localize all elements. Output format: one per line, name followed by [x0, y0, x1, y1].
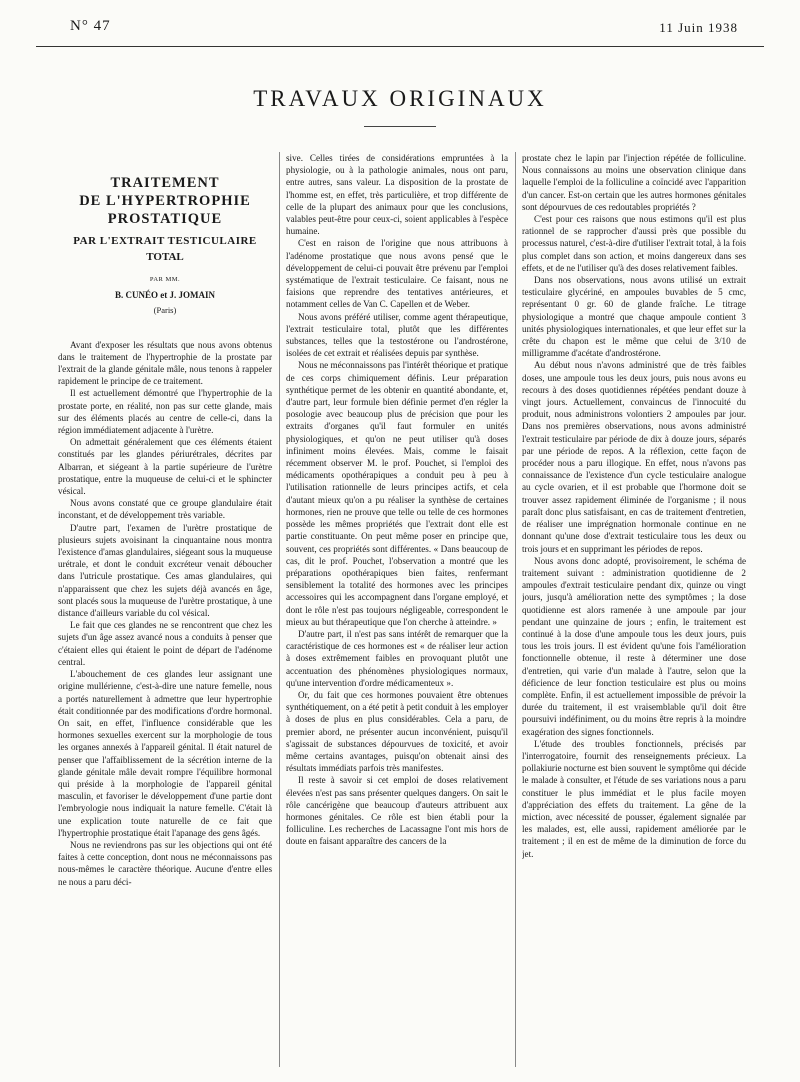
- authors-prefix: PAR MM.: [149, 276, 181, 283]
- paragraph: D'autre part, l'examen de l'urètre prostatique de plusieurs sujets avoisinant la cinquantaine nous montra l'existence d'amas glandulaires, siégeant sous la muqueuse urétrale, et dont le conduit excréteur venait déboucher dans l'utricule prostatique. Ces amas glandulaires, qui n'apparaissent que chez les sujets déjà avancés en âge, sont placés sous la muqueuse de l'urètre prostatique, à une distance d'ailleurs variable du col vésical.: [58, 522, 272, 619]
- column-1-body: [58, 339, 272, 888]
- section-title: TRAVAUX ORIGINAUX: [253, 86, 547, 111]
- paragraph: Nous ne méconnaissons pas l'intérêt théorique et pratique de ces corps chimiquement définis. Leur préparation synthétique permet de les obtenir en quantité abondante, et, d'autre part, leur formule bien définie permet d'en régler la posologie avec beaucoup plus de précision que pour les extraits d'organes qu'il faut formuler en unités physiologiques, et qu'on ne peut utiliser qu'à doses infiniment moins élevées. Mais, comme le faisait récemment observer M. le prof. Pouchet, si l'emploi des médicaments opothérapiques a conduit peu à peu à l'utilisation rationnelle de leurs principes actifs, et cela d'autant mieux qu'on a pu réaliser la synthèse de certaines hormones, rien ne prouve que telle ou telle de ces hormones possède les mêmes propriétés que l'extrait dont elle est partie constituante. On peut même poser en principe que, souvent, ces propriétés sont différentes. « Dans beaucoup de cas, dit le prof. Pouchet, l'observation a montré que les préparations opothérapiques bien faites, renfermant sensiblement la totalité des hormones avec les principes accessoires qui les accompagnent dans l'organe employé, et dont le rôle n'est pas toujours négligeable, correspondent le mieux au but thérapeutique que l'on cherche à atteindre. »: [286, 360, 508, 627]
- column-2: [286, 152, 508, 1072]
- paragraph: Nous avons préféré utiliser, comme agent thérapeutique, l'extrait testiculaire total, plutôt que les différentes substances, telles que la testostérone ou l'androstérone, isolées de cet extrait et réalisées depuis par synthèse.: [286, 311, 508, 359]
- article-subtitle-line: TOTAL: [146, 251, 184, 263]
- author-location: (Paris): [153, 305, 177, 316]
- paragraph: L'abouchement de ces glandes leur assignant une origine mullérienne, c'est-à-dire une nature femelle, nous a portés naturellement à admettre que leur hypertrophie était conditionnée par des modifications d'ordre hormonal. On sait, en effet, l'influence considérable que les hormones sexuelles exercent sur la morphologie de tous les organes annexés à l'appareil génital. Il était naturel de penser que l'affaiblissement de la sécrétion interne de la glande génitale mâle devait rompre l'équilibre hormonal qui préside à la morphologie de l'appareil génital masculin, et favoriser le développement d'une partie dont l'embryologie nous indiquait la nature femelle. C'était là une explication toute naturelle de ce fait que l'hypertrophie prostatique était l'apanage des gens âgés.: [58, 669, 272, 838]
- paragraph: Nous ne reviendrons pas sur les objections qui ont été faites à cette conception, dont nous ne méconnaissons pas nous-mêmes le caractère théorique. Aucune d'entre elles ne nous a paru déci-: [58, 839, 272, 887]
- paragraph: L'étude des troubles fonctionnels, précisés par l'interrogatoire, fournit des renseignements précieux. La pollakiurie nocturne est bien souvent le symptôme qui décide le malade à consulter, et l'étude de ses variations nous a paru constituer le plus immédiat et le plus facile moyen d'appréciation des effets du traitement. La gêne de la miction, avec nécessité de pousser, également signalée par les malades, est, elle aussi, rapidement améliorée par le traitement ; il en est de même de la diminution de force du jet.: [522, 738, 746, 859]
- column-3-body: [522, 152, 746, 860]
- title-rule: [364, 126, 436, 127]
- column-2-body: [286, 152, 508, 848]
- paragraph: Le fait que ces glandes ne se rencontrent que chez les sujets d'un âge assez avancé nous a conduits à penser que c'étaient elles qui étaient le point de départ de l'adénome central.: [58, 620, 272, 667]
- issue-date: 11 Juin 1938: [659, 20, 738, 35]
- paragraph: Nous avons constaté que ce groupe glandulaire était inconstant, et de développement très variable.: [58, 498, 272, 521]
- article-title-line: DE L'HYPERTROPHIE: [79, 193, 251, 209]
- article-title-line: TRAITEMENT: [110, 175, 220, 191]
- paragraph: Il est actuellement démontré que l'hypertrophie de la prostate porte, en réalité, non pas sur cette glande, mais sur des éléments placés au centre de celle-ci, dans la région immédiatement adjacente à l'urètre.: [58, 388, 272, 436]
- column-1: [58, 160, 272, 1070]
- header-rule: [36, 46, 764, 47]
- article-title-line: PROSTATIQUE: [107, 211, 223, 227]
- paragraph: prostate chez le lapin par l'injection répétée de folliculine. Nous connaissons au moins une observation clinique dans laquelle l'emploi de la folliculine a coïncidé avec l'apparition d'un cancer. Est-on certain que les autres hormones génitales sont dépourvues de ces redoutables propriétés ?: [522, 153, 746, 212]
- paragraph: sive. Celles tirées de considérations empruntées à la physiologie, ou à la pathologie animales, nous ont paru, entre autres, sans valeur. La disposition de la prostate de l'homme est, en effet, très particulière, et trop différente de celle de la plupart des animaux pour que les conclusions, valables peut-être pour ceux-ci, soient applicables à l'espèce humaine.: [286, 153, 508, 237]
- article-subtitle-line: PAR L'EXTRAIT TESTICULAIRE: [73, 235, 257, 247]
- paragraph: Avant d'exposer les résultats que nous avons obtenus dans le traitement de l'hypertrophie de la prostate par l'extrait de la glande génitale mâle, nous tenons à rappeler rapidement le principe de ce traitement.: [58, 339, 272, 387]
- paragraph: Nous avons donc adopté, provisoirement, le schéma de traitement suivant : administration quotidienne de 2 ampoules d'extrait testiculaire pendant dix, quinze ou vingt jours, jusqu'à amélioration nette des symptômes ; la dose quotidienne est alors ramenée à une ampoule par jour pendant une quinzaine de jours ; enfin, le traitement est continué à la dose d'une ampoule tous les deux jours, puis tous les trois jours. Il est évident qu'une fois l'amélioration fonctionnelle obtenue, il reste à déterminer une dose d'entretien, qui varie d'un malade à l'autre, selon que la déficience de leur fonction testiculaire est plus ou moins complète. Enfin, il est actuellement impossible de prévoir la durée du traitement, il est vraisemblable qu'il doit être poursuivi indéfiniment, ou du moins être repris à la moindre exagération des signes fonctionnels.: [522, 555, 746, 737]
- paragraph: Il reste à savoir si cet emploi de doses relativement élevées n'est pas sans présenter quelques dangers. On sait le rôle cancérigène que beaucoup d'auteurs attribuent aux hormones génitales. Ce rôle est bien établi pour la folliculine. Les recherches de Lacassagne l'ont mis hors de doute en faisant apparaître des cancers de la: [286, 775, 508, 847]
- paragraph: Au début nous n'avons administré que de très faibles doses, une ampoule tous les deux jours, puis nous avons eu recours à des doses quotidiennes répétées pendant douze à vingt jours. Actuellement, convaincus de l'innocuité du produit, nous administrons volontiers 2 ampoules par jour. Dans nos premières observations, nous avons administré l'extrait testiculaire par période de dix à douze jours, séparés par une période de repos. A la réflexion, cette façon de procéder nous a paru illogique. En effet, nous n'avons pas connaissance de l'existence d'un cycle testiculaire analogue au cycle ovarien, et il est probable que l'hormone doit se trouver assez rapidement éliminée de l'organisme ; il nous paraît donc plus satisfaisant, en cas de traitement d'entretien, de réaliser une imprégnation hormonale continue en ne donnant qu'une dose d'extrait testiculaire tous les deux ou trois jours et en supprimant les périodes de repos.: [522, 360, 746, 554]
- paragraph: On admettait généralement que ces éléments étaient constitués par les glandes périurétrales, décrites par Albarran, et siégeant à la partie supérieure de l'urètre prostatique, entre la muqueuse de celui-ci et le sphincter vésical.: [58, 437, 272, 497]
- paragraph: C'est en raison de l'origine que nous attribuons à l'adénome prostatique que nous avons pensé que le développement de celui-ci pouvait être prévenu par l'emploi systématique de l'extrait testiculaire. Ce faisant, nous ne faisions que reprendre des tentatives antérieures, et notamment celles de Van C. Capellen et de Weber.: [286, 238, 508, 310]
- authors: B. CUNÉO et J. JOMAIN: [115, 290, 215, 301]
- paragraph: Dans nos observations, nous avons utilisé un extrait testiculaire glycériné, en ampoules buvables de 5 cmc, représentant 0 gr. 60 de glande fraîche. Le titrage physiologique a montré que chaque ampoule contient 3 unités physiologiques internationales, et que leur effet sur la crête du chapon est le même que celui de 3/10 de milligramme d'acétate d'androstérone.: [522, 275, 746, 359]
- column-3: [522, 152, 746, 1072]
- column-rule: [279, 152, 280, 1067]
- issue-number: N° 47: [70, 18, 111, 34]
- column-rule: [515, 152, 516, 1067]
- paragraph: C'est pour ces raisons que nous estimons qu'il est plus rationnel de se rapprocher d'aussi près que possible du processus naturel, c'est-à-dire d'utiliser l'extrait total, à la fois plus complet dans son action, et moins dangereux dans ses effets, et de ne l'utiliser qu'à des doses relativement faibles.: [522, 214, 746, 273]
- paragraph: D'autre part, il n'est pas sans intérêt de remarquer que la caractéristique de ces hormones est « de réaliser leur action à doses extrêmement faibles en provoquant plutôt une accentuation des phénomènes physiologiques normaux, qu'une intervention d'ordre médicamenteux ».: [286, 628, 508, 688]
- paragraph: Or, du fait que ces hormones pouvaient être obtenues synthétiquement, on a été petit à petit conduit à les employer à doses de plus en plus considérables. Cela a paru, de premier abord, ne présenter aucun inconvénient, puisqu'il s'agissait de substances dépourvues de toxicité, et avoir même certains avantages, puisqu'on obtenait ainsi des résultats immédiats parfois très manifestes.: [286, 689, 508, 774]
